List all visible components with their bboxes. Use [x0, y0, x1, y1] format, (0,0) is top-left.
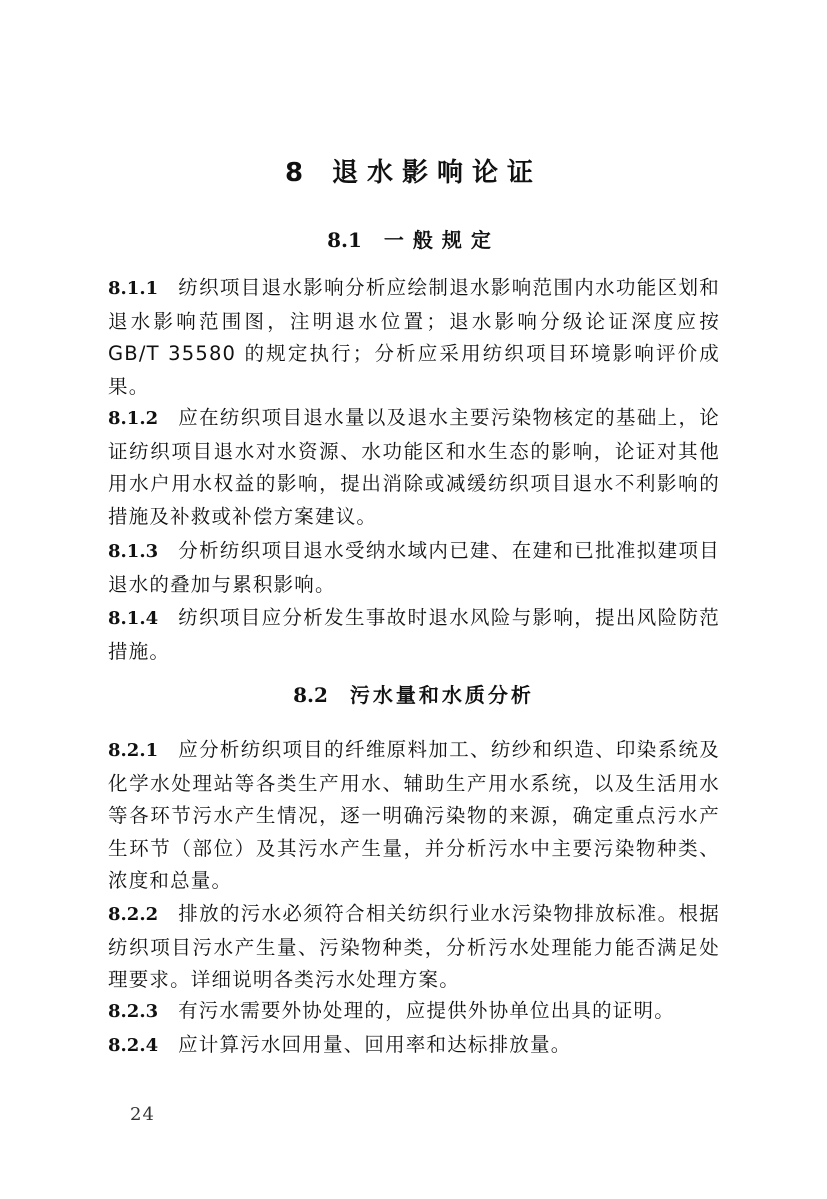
- section-title-text: 一般规定: [383, 228, 500, 252]
- clause-number: 8.2.3: [108, 1001, 159, 1022]
- clause-text: 有污水需要外协处理的，应提供外协单位出具的证明。: [178, 999, 675, 1022]
- clause-8-1-3: [108, 535, 720, 601]
- clause-8-1-1: [108, 272, 720, 403]
- section-title-text: 污水量和水质分析: [349, 683, 534, 707]
- clause-8-2-4: [108, 1029, 720, 1063]
- clause-8-1-2: [108, 402, 720, 533]
- clause-8-2-2: [108, 898, 720, 997]
- clause-8-2-1: [108, 734, 720, 898]
- clause-text: 纺织项目退水影响分析应绘制退水影响范围内水功能区划和退水影响范围图，注明退水位置；退水影响分级论证深度应按 GB/T 35580 的规定执行；分析应采用纺织项目环境影响评价成果。: [108, 276, 720, 398]
- clause-text: 应计算污水回用量、回用率和达标排放量。: [178, 1033, 572, 1056]
- clause-text: 纺织项目应分析发生事故时退水风险与影响，提出风险防范措施。: [108, 606, 720, 663]
- section-title-8-1: [0, 225, 827, 255]
- clause-text: 应分析纺织项目的纤维原料加工、纺纱和织造、印染系统及化学水处理站等各类生产用水、辅助生产用水系统，以及生活用水等各环节污水产生情况，逐一明确污染物的来源，确定重点污水产生环节（部位）及其污水产生量，并分析污水中主要污染物种类、浓度和总量。: [108, 738, 720, 892]
- clause-number: 8.1.3: [108, 541, 159, 562]
- clause-number: 8.2.4: [108, 1035, 159, 1056]
- clause-text: 排放的污水必须符合相关纺织行业水污染物排放标准。根据纺织项目污水产生量、污染物种类，分析污水处理能力能否满足处理要求。详细说明各类污水处理方案。: [108, 902, 720, 991]
- clause-8-2-3: [108, 995, 720, 1029]
- clause-text: 分析纺织项目退水受纳水域内已建、在建和已批准拟建项目退水的叠加与累积影响。: [108, 539, 720, 596]
- chapter-title-text: 退水影响论证: [332, 158, 543, 188]
- clause-number: 8.2.2: [108, 904, 159, 925]
- clause-number: 8.2.1: [108, 740, 159, 761]
- clause-number: 8.1.1: [108, 278, 159, 299]
- clause-8-1-4: [108, 602, 720, 668]
- section-number: 8.2: [293, 683, 328, 707]
- section-number: 8.1: [327, 228, 362, 252]
- section-title-8-2: [0, 680, 827, 710]
- page-number: 24: [130, 1104, 155, 1125]
- clause-text: 应在纺织项目退水量以及退水主要污染物核定的基础上，论证纺织项目退水对水资源、水功能区和水生态的影响，论证对其他用水户用水权益的影响，提出消除或减缓纺织项目退水不利影响的措施及补救或补偿方案建议。: [108, 406, 720, 528]
- chapter-number: 8: [284, 158, 313, 188]
- chapter-title: [0, 156, 827, 190]
- clause-number: 8.1.2: [108, 408, 159, 429]
- clause-number: 8.1.4: [108, 608, 159, 629]
